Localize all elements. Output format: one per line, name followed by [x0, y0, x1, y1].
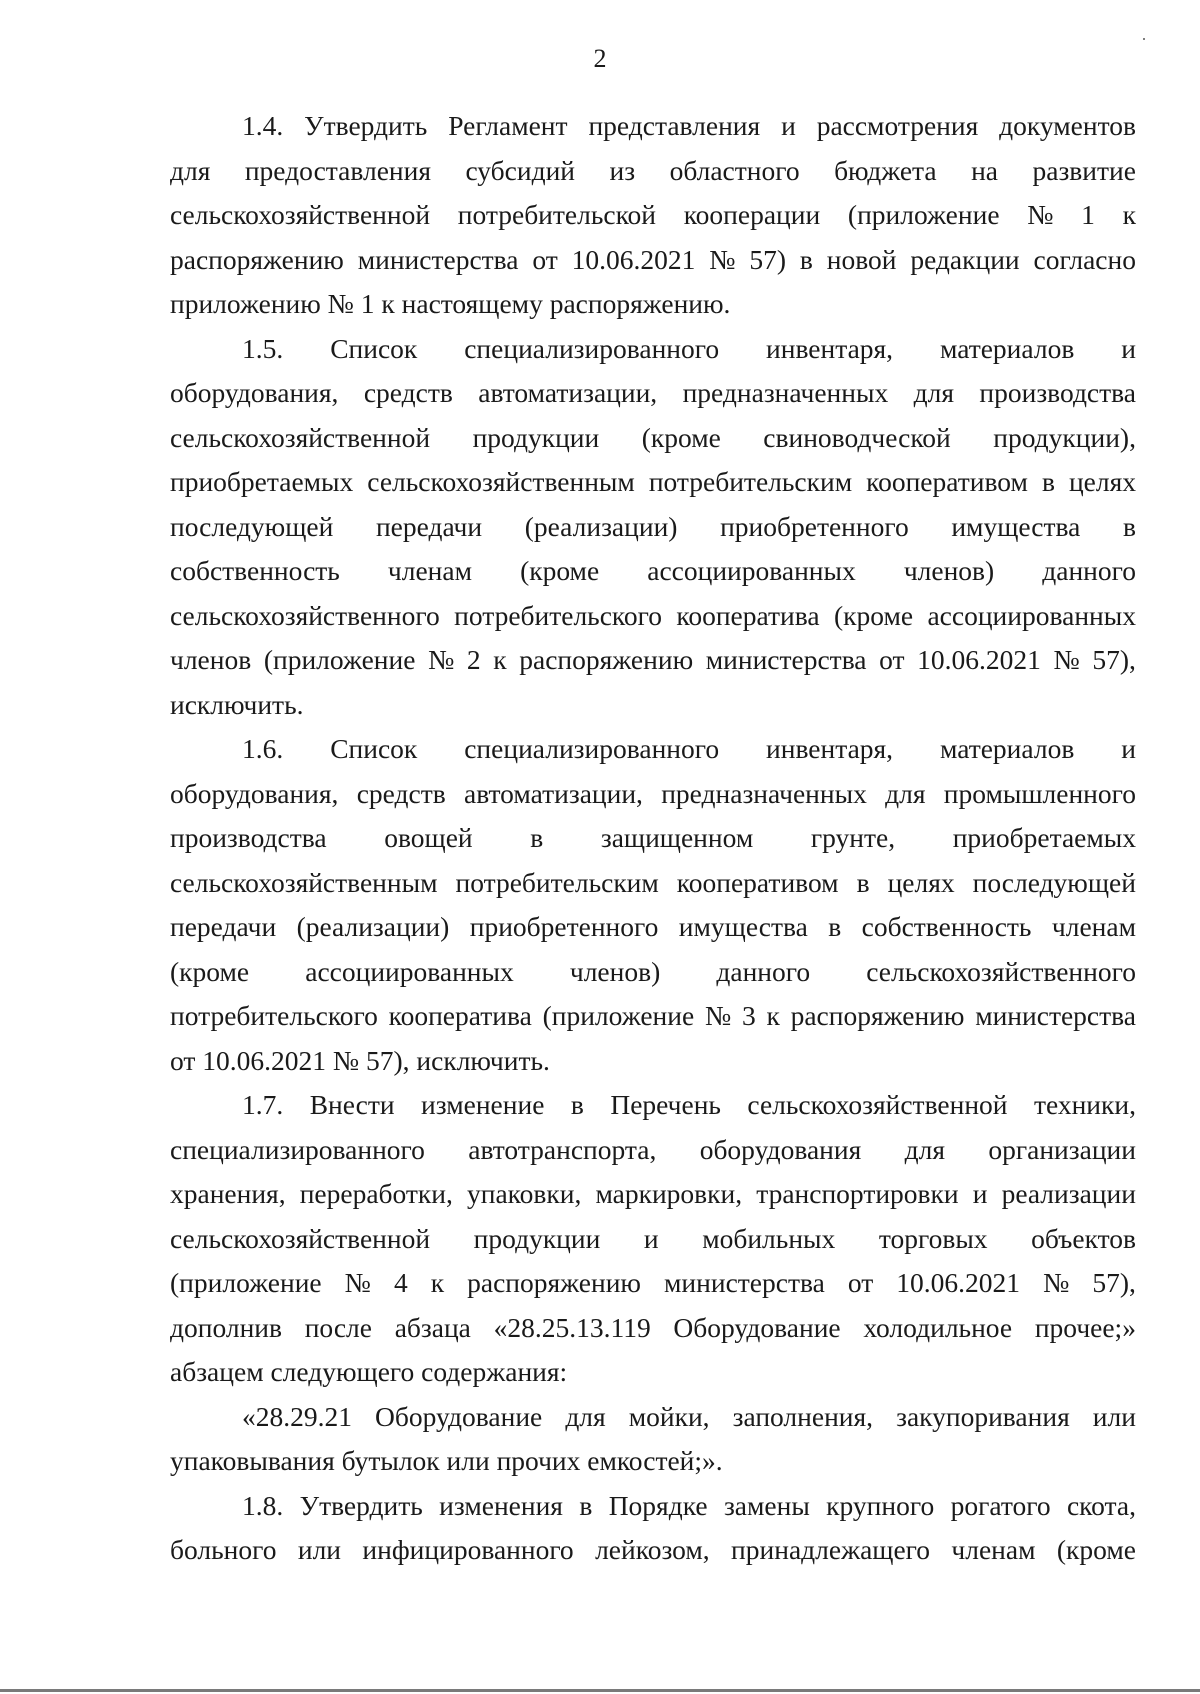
word: приобретаемых [952, 822, 1136, 853]
word: приобретенного [720, 510, 909, 542]
word: документов [999, 110, 1136, 141]
word: прочее;» [1034, 1311, 1136, 1343]
word: 1.4. [242, 110, 284, 141]
word: в [530, 822, 544, 853]
word: производства [979, 377, 1136, 408]
word: целях [1068, 466, 1136, 497]
word: министерства [975, 1000, 1136, 1031]
word: членам [1051, 911, 1136, 942]
word: членам [951, 1534, 1036, 1565]
word: Порядке [608, 1489, 708, 1521]
word: министерства [705, 644, 867, 675]
word: и [781, 110, 796, 141]
word: производства [170, 822, 327, 853]
word: собственность [861, 911, 1032, 942]
page-number: 2 [593, 44, 607, 73]
word: ассоциированных [927, 599, 1136, 631]
word: переработки, [299, 1178, 453, 1209]
word: от [879, 644, 905, 675]
word: от [847, 1267, 874, 1298]
word: (кроме [1056, 1534, 1136, 1565]
paragraph-1-7 [170, 1083, 1136, 1395]
word: принадлежащего [731, 1534, 931, 1565]
paragraph-1-8 [170, 1484, 1136, 1573]
word: сельскохозяйственной [170, 421, 431, 453]
word: приобретенного [469, 911, 659, 942]
text-line: от 10.06.2021 № 57), исключить. [170, 1044, 550, 1076]
word: хранения, [170, 1178, 286, 1209]
text-line [170, 594, 1136, 639]
text-line [170, 149, 1136, 194]
word: для [885, 777, 926, 809]
word: в [828, 911, 842, 942]
text-line [170, 505, 1136, 550]
text-line: упаковывания бутылок или прочих емкостей;». [170, 1445, 723, 1476]
text-line [170, 460, 1136, 505]
word: имущества [678, 911, 808, 942]
paragraph-1-7-quote [170, 1395, 1136, 1484]
word: (реализации) [296, 911, 450, 942]
text-line [170, 727, 1136, 772]
word: сельскохозяйственной [747, 1089, 1008, 1120]
word: Утвердить [304, 110, 428, 141]
word: для [170, 154, 211, 186]
word: к [493, 644, 507, 675]
word: предназначенных [661, 777, 867, 809]
word: № [704, 1000, 732, 1031]
word: предоставления [244, 154, 431, 186]
word: (кроме [170, 955, 250, 987]
word: автотранспорта, [468, 1133, 657, 1165]
text-line [170, 1261, 1136, 1306]
word: продукции), [993, 421, 1136, 453]
word: промышленного [943, 777, 1136, 809]
word: для [565, 1400, 606, 1432]
text-line [170, 816, 1136, 861]
word: данного [1042, 555, 1136, 586]
word: к [430, 1267, 445, 1298]
text-line [170, 950, 1136, 995]
word: оборудования, [170, 777, 339, 809]
word: областного [669, 154, 800, 186]
word: ассоциированных [305, 955, 514, 987]
word: распоряжению [519, 644, 694, 675]
word: Оборудование [375, 1400, 543, 1432]
word: кооперативом [676, 866, 839, 898]
word: распоряжению [467, 1267, 641, 1298]
word: членов) [569, 955, 661, 987]
word: мойки, [628, 1400, 710, 1432]
word: транспортировки [756, 1178, 959, 1209]
word: инвентаря, [766, 332, 894, 364]
word: ассоциированных [647, 555, 856, 586]
word: 1.7. [242, 1089, 284, 1120]
word: или [297, 1534, 342, 1565]
word: сельскохозяйственного [866, 955, 1136, 987]
word: «28.29.21 [242, 1400, 352, 1432]
word: из [609, 154, 636, 186]
word: 10.06.2021 [896, 1267, 1021, 1298]
word: крупного [826, 1489, 935, 1521]
word: инвентаря, [766, 733, 894, 764]
word: в [570, 1089, 584, 1120]
word: «28.25.13.119 [493, 1311, 651, 1343]
word: или [1092, 1400, 1136, 1432]
word: организации [988, 1133, 1136, 1165]
word: изменение [421, 1089, 545, 1120]
word: Перечень [610, 1089, 721, 1120]
paragraph-1-5 [170, 327, 1136, 728]
word: 4 [393, 1267, 408, 1298]
text-line [170, 104, 1136, 149]
word: целях [887, 866, 955, 898]
word: изменения [439, 1489, 563, 1521]
word: (кроме [833, 599, 914, 631]
word: продукции [473, 1222, 601, 1254]
word: скота, [1066, 1489, 1136, 1521]
word: специализированного [464, 332, 720, 364]
word: данного [716, 955, 811, 987]
word: сельскохозяйственным [170, 866, 438, 898]
text-line [170, 994, 1136, 1039]
word: и [972, 1178, 988, 1209]
word: заполнения, [732, 1400, 874, 1432]
word: материалов [940, 733, 1075, 764]
word: для [904, 1133, 945, 1165]
text-line [170, 1083, 1136, 1128]
word: № [1053, 644, 1080, 675]
text-line [170, 1306, 1136, 1351]
word: № [1043, 1267, 1070, 1298]
word: имущества [951, 510, 1081, 542]
word: согласно [1033, 243, 1136, 275]
text-line: абзацем следующего содержания: [170, 1356, 568, 1387]
word: от [532, 243, 558, 275]
word: Регламент [448, 110, 568, 141]
word: (приложение [847, 199, 1000, 230]
word: инфицированного [362, 1534, 574, 1565]
word: объектов [1031, 1222, 1136, 1254]
word: средств [363, 377, 453, 408]
word: (кроме [520, 555, 600, 586]
text-line [170, 371, 1136, 416]
word: после [304, 1311, 372, 1343]
word: в [799, 243, 813, 275]
word: оборудования, [170, 377, 339, 408]
word: 1 [1081, 199, 1095, 230]
text-line [170, 1217, 1136, 1262]
document-body [170, 104, 1136, 1573]
word: овощей [384, 822, 473, 853]
word: к [766, 1000, 780, 1031]
word: потребительского [170, 1000, 378, 1031]
word: средств [356, 777, 446, 809]
word: № [344, 1267, 371, 1298]
word: оборудования [699, 1133, 862, 1165]
word: членов [170, 644, 252, 675]
word: № [428, 644, 455, 675]
word: кооперативом [866, 466, 1028, 497]
word: министерства [357, 243, 519, 275]
word: дополнив [170, 1311, 282, 1343]
word: Утвердить [299, 1489, 423, 1521]
word: холодильное [863, 1311, 1013, 1343]
word: сельскохозяйственным [367, 466, 635, 497]
word: в [579, 1489, 593, 1521]
word: членов) [903, 555, 995, 586]
word: кооператива [676, 599, 820, 631]
text-line [170, 1528, 1136, 1573]
text-line [170, 416, 1136, 461]
word: собственность [170, 555, 340, 586]
word: представления [588, 110, 761, 141]
word: № [709, 243, 736, 275]
word: мобильных [702, 1222, 836, 1254]
word: в [1122, 510, 1136, 542]
text-line [170, 638, 1136, 683]
word: (приложение [542, 1000, 695, 1031]
word: материалов [940, 332, 1075, 364]
text-line [170, 193, 1136, 238]
text-line [170, 327, 1136, 372]
word: 1.6. [242, 733, 284, 764]
word: распоряжению [170, 243, 344, 275]
word: новой [826, 243, 897, 275]
word: Внести [309, 1089, 395, 1120]
word: министерства [664, 1267, 825, 1298]
word: абзаца [394, 1311, 471, 1343]
word: на [971, 154, 999, 186]
word: маркировки, [595, 1178, 743, 1209]
word: субсидий [465, 154, 576, 186]
word: потребительским [648, 466, 853, 497]
word: 3 [741, 1000, 756, 1031]
word: грунте, [810, 822, 896, 853]
word: сельскохозяйственной [170, 1222, 431, 1254]
word: потребительской [457, 199, 657, 230]
word: защищенном [600, 822, 754, 853]
word: членам [387, 555, 472, 586]
text-line [170, 1172, 1136, 1217]
word: потребительским [455, 866, 659, 898]
word: кооперации [683, 199, 821, 230]
text-line: приложению № 1 к настоящему распоряжению. [170, 288, 731, 319]
word: передачи [170, 911, 277, 942]
scan-bottom-edge [0, 1689, 1200, 1692]
text-line [170, 905, 1136, 950]
word: потребительского [454, 599, 662, 631]
word: специализированного [170, 1133, 425, 1165]
word: № [1027, 199, 1054, 230]
word: закупоривания [896, 1400, 1070, 1432]
word: 57), [1092, 644, 1136, 675]
word: больного [170, 1534, 277, 1565]
word: сельскохозяйственного [170, 599, 440, 631]
word: (приложение [263, 644, 416, 675]
word: в [1041, 466, 1055, 497]
word: 1.5. [242, 332, 284, 364]
word: и [1121, 332, 1136, 364]
word: Оборудование [673, 1311, 841, 1343]
word: распоряжению [790, 1000, 965, 1031]
text-line [170, 1128, 1136, 1173]
word: в [856, 866, 870, 898]
word: Список [330, 332, 418, 364]
word: торговых [878, 1222, 988, 1254]
word: к [1122, 199, 1136, 230]
text-line: исключить. [170, 688, 304, 720]
word: рассмотрения [816, 110, 979, 141]
word: (кроме [641, 421, 721, 453]
text-line [170, 772, 1136, 817]
scan-speck [1143, 38, 1145, 40]
text-line [170, 1395, 1136, 1440]
word: передачи [375, 510, 483, 542]
word: 57), [1092, 1267, 1136, 1298]
text-line [170, 238, 1136, 283]
word: Список [330, 733, 418, 764]
paragraph-1-6 [170, 727, 1136, 1083]
word: последующей [972, 866, 1136, 898]
word: 10.06.2021 [917, 644, 1041, 675]
word: автоматизации, [478, 377, 658, 408]
word: лейкозом, [595, 1534, 710, 1565]
word: 10.06.2021 [571, 243, 696, 275]
word: 57) [749, 243, 787, 275]
word: и [1121, 733, 1136, 764]
word: и [643, 1222, 659, 1254]
word: автоматизации, [464, 777, 643, 809]
paragraph-1-4 [170, 104, 1136, 327]
word: 1.8. [242, 1489, 284, 1521]
word: редакции [910, 243, 1020, 275]
word: предназначенных [682, 377, 889, 408]
word: свиноводческой [763, 421, 951, 453]
word: замены [723, 1489, 810, 1521]
word: последующей [170, 510, 334, 542]
text-line [170, 549, 1136, 594]
word: упаковки, [467, 1178, 582, 1209]
text-line [170, 1484, 1136, 1529]
word: (приложение [170, 1267, 322, 1298]
word: для [913, 377, 954, 408]
word: кооператива [388, 1000, 532, 1031]
word: техники, [1033, 1089, 1136, 1120]
word: (реализации) [524, 510, 678, 542]
word: специализированного [464, 733, 720, 764]
word: бюджета [834, 154, 937, 186]
word: реализации [1001, 1178, 1136, 1209]
text-line [170, 861, 1136, 906]
word: рогатого [950, 1489, 1051, 1521]
word: приобретаемых [170, 466, 354, 497]
word: сельскохозяйственной [170, 199, 431, 230]
word: продукции [472, 421, 600, 453]
word: развитие [1032, 154, 1136, 186]
word: 2 [466, 644, 481, 675]
